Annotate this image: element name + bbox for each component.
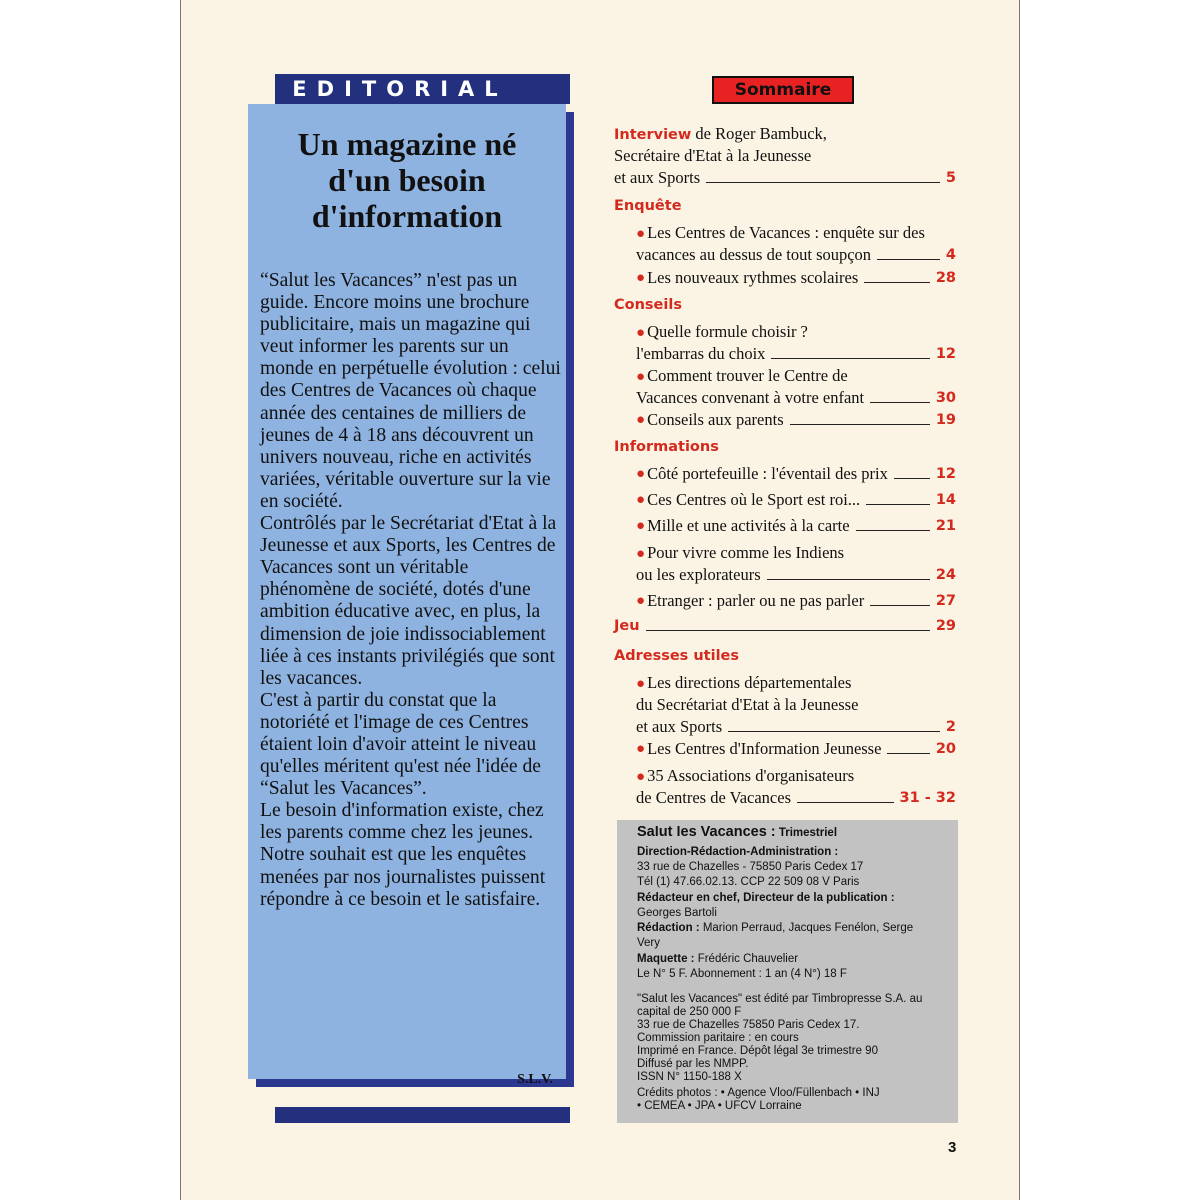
toc-conseils-item-1-end[interactable]	[636, 343, 956, 365]
toc-entry-text: Les directions départementales	[647, 673, 852, 692]
toc-leader-line	[866, 504, 930, 505]
toc-section-jeu: Jeu	[614, 618, 640, 634]
toc-section-adresses: Adresses utiles	[614, 648, 740, 664]
bullet-icon: ●	[636, 546, 646, 562]
editorial-title-line: Un magazine né	[297, 126, 517, 162]
toc-entry-text: Les Centres de Vacances : enquête sur des	[647, 223, 925, 242]
bullet-icon: ●	[636, 226, 646, 242]
toc-entry-text: 35 Associations d'organisateurs	[647, 766, 855, 785]
credits-editor-label	[637, 892, 953, 905]
credits-photos-1: Crédits photos : • Agence Vloo/Füllenbach • INJ	[637, 1087, 880, 1099]
editorial-title	[248, 126, 566, 234]
toc-leader-line	[790, 424, 930, 425]
toc-entry-text: Mille et une activités à la carte	[647, 516, 850, 535]
toc-jeu-entry[interactable]	[614, 615, 956, 637]
toc-entry-text: Conseils aux parents	[647, 410, 784, 429]
credits-imprime: Imprimé en France. Dépôt légal 3e trimestre 90	[637, 1045, 878, 1057]
bullet-icon: ●	[636, 769, 646, 785]
toc-leader-line	[856, 530, 930, 531]
editorial-signature: S.L.V.	[517, 1072, 553, 1087]
toc-informations-item-3[interactable]	[636, 515, 956, 537]
credits-names: Marion Perraud, Jacques Fenélon, Serge	[702, 922, 914, 934]
credits-label: Rédaction :	[637, 922, 700, 934]
toc-section-informations: Informations	[614, 439, 719, 455]
toc-entry-text: vacances au dessus de tout soupçon	[636, 245, 872, 264]
credits-direction	[637, 846, 953, 859]
editorial-paragraph: “Salut les Vacances” n'est pas un guide. Encore moins une brochure publicitaire, mais un magazine qui veut informer les parents sur un monde en perpétuelle évolution : celui des Centres de Vacances où chaque année des centaines de milliers de jeunes de 4 à 18 ans découvrent un univers nouveau, riche en activités variées, véritable ouverture sur la vie en société.	[260, 270, 561, 512]
toc-conseils-item-3[interactable]	[636, 409, 956, 431]
sommaire-label: Sommaire	[734, 80, 832, 100]
credits-title-line	[637, 826, 953, 840]
toc-enquete-item-1-end[interactable]	[636, 244, 956, 266]
toc-page-number: 21	[935, 518, 956, 534]
editorial-footer-bar	[275, 1107, 570, 1123]
toc-informations-item-4-end[interactable]	[636, 564, 956, 586]
toc-entry-text: Quelle formule choisir ?	[647, 322, 808, 341]
toc-leader-line	[728, 731, 940, 732]
toc-entry-text: Les Centres d'Information Jeunesse	[647, 739, 882, 758]
credits-edited-2: capital de 250 000 F	[637, 1006, 742, 1018]
toc-page-number: 14	[935, 492, 956, 508]
credits-price: Le N° 5 F. Abonnement : 1 an (4 N°) 18 F	[637, 968, 847, 980]
editorial-title-line: d'information	[311, 198, 503, 234]
toc-entry-text: et aux Sports	[636, 717, 723, 736]
editorial-label: EDITORIAL	[292, 77, 508, 101]
editorial-header-bar	[275, 74, 570, 104]
toc-informations-item-1[interactable]	[636, 463, 956, 485]
toc-adresses-item-1[interactable]	[636, 672, 956, 694]
toc-entry-text: Comment trouver le Centre de	[647, 366, 848, 385]
bullet-icon: ●	[636, 466, 646, 482]
toc-entry-text: Les nouveaux rythmes scolaires	[647, 268, 859, 287]
editorial-paragraph: Le besoin d'information existe, chez les parents comme chez les jeunes. Notre souhait est que les enquêtes menées par nos journalistes puissent répondre à ce besoin et le satisfaire.	[260, 800, 546, 910]
bullet-icon: ●	[636, 412, 646, 428]
credits-label: Maquette :	[637, 953, 695, 965]
credits-redaction-cont: Very	[637, 937, 661, 949]
toc-entry-text: l'embarras du choix	[636, 344, 766, 363]
toc-page-number: 2	[945, 719, 956, 735]
toc-page-number: 19	[935, 412, 956, 428]
toc-page-number: 12	[935, 466, 956, 482]
credits-phone: Tél (1) 47.66.02.13. CCP 22 509 08 V Paris	[637, 876, 860, 888]
credits-names: Frédéric Chauvelier	[697, 953, 799, 965]
toc-conseils-item-1[interactable]	[636, 321, 956, 343]
toc-conseils-item-2-end[interactable]	[636, 387, 956, 409]
toc-conseils-item-2[interactable]	[636, 365, 956, 387]
credits-maquette	[637, 953, 953, 966]
toc-leader-line	[706, 182, 940, 183]
credits-editor-name: Georges Bartoli	[637, 907, 717, 919]
credits-title: Salut les Vacances :	[637, 826, 776, 840]
sommaire-header	[712, 76, 854, 104]
toc-page-number: 5	[945, 170, 956, 186]
toc-adresses-item-3[interactable]	[636, 765, 956, 787]
bullet-icon: ●	[636, 325, 646, 341]
toc-page-number: 30	[935, 390, 956, 406]
credits-edited-3: 33 rue de Chazelles 75850 Paris Cedex 17.	[637, 1019, 860, 1031]
bullet-icon: ●	[636, 369, 646, 385]
toc-leader-line	[877, 259, 940, 260]
toc-page-number: 29	[935, 618, 956, 634]
toc-leader-line	[894, 478, 930, 479]
toc-adresses-item-3-end[interactable]	[636, 787, 956, 809]
bullet-icon: ●	[636, 270, 646, 286]
credits-edited-1: "Salut les Vacances" est édité par Timbropresse S.A. au	[637, 993, 923, 1005]
toc-interview-text: de Roger Bambuck,	[695, 124, 827, 143]
toc-entry-text: Ces Centres où le Sport est roi...	[647, 490, 861, 509]
credits-diffuse: Diffusé par les NMPP.	[637, 1058, 749, 1070]
toc-leader-line	[870, 605, 930, 606]
toc-entry-text: de Centres de Vacances	[636, 788, 792, 807]
toc-entry-text: Etranger : parler ou ne pas parler	[647, 591, 865, 610]
toc-page-number: 27	[935, 593, 956, 609]
bullet-icon: ●	[636, 741, 646, 757]
toc-page-number: 28	[935, 270, 956, 286]
toc-leader-line	[797, 802, 894, 803]
toc-leader-line	[767, 579, 930, 580]
credits-label: Rédacteur en chef, Directeur de la publication :	[637, 892, 895, 904]
toc-section-interview: Interview	[614, 127, 692, 143]
toc-page-number: 20	[935, 741, 956, 757]
toc-entry-text: et aux Sports	[614, 168, 701, 187]
toc-interview-entry[interactable]	[614, 167, 956, 189]
editorial-paragraph: Contrôlés par le Secrétariat d'Etat à la Jeunesse et aux Sports, les Centres de Vacances sont un véritable phénomène de société, dotés d'une ambition éducative avec, en plus, la dimension de joie indissociablement liée à ces instants privilégiés que sont les vacances.	[260, 513, 557, 689]
toc-informations-item-2[interactable]	[636, 489, 956, 511]
editorial-title-line: d'un besoin	[328, 162, 486, 198]
bullet-icon: ●	[636, 518, 646, 534]
toc-page-number: 31 - 32	[899, 790, 956, 806]
toc-adresses-item-1-end[interactable]	[636, 716, 956, 738]
toc-enquete-item-2[interactable]	[636, 267, 956, 289]
credits-photos-2: • CEMEA • JPA • UFCV Lorraine	[637, 1100, 802, 1112]
credits-issn: ISSN N° 1150-188 X	[637, 1071, 742, 1083]
toc-leader-line	[887, 753, 929, 754]
toc-page-number: 24	[935, 567, 956, 583]
toc-adresses-item-1-line-2: du Secrétariat d'Etat à la Jeunesse	[636, 695, 859, 714]
toc-entry-text: Vacances convenant à votre enfant	[636, 388, 865, 407]
toc-entry-text: Pour vivre comme les Indiens	[647, 543, 845, 562]
toc-leader-line	[864, 282, 930, 283]
bullet-icon: ●	[636, 492, 646, 508]
toc-leader-line	[771, 358, 929, 359]
toc-adresses-item-2[interactable]	[636, 738, 956, 760]
toc-entry-text: ou les explorateurs	[636, 565, 761, 584]
editorial-body	[260, 270, 562, 911]
toc-interview-line[interactable]	[614, 123, 827, 146]
credits-redaction	[637, 922, 953, 935]
credits-label: Direction-Rédaction-Administration :	[637, 846, 839, 858]
credits-frequency: Trimestriel	[778, 827, 838, 839]
toc-enquete-item-1[interactable]	[636, 222, 956, 244]
toc-section-enquete: Enquête	[614, 198, 682, 214]
toc-page-number: 12	[935, 346, 956, 362]
bullet-icon: ●	[636, 676, 646, 692]
editorial-paragraph: C'est à partir du constat que la notoriété et l'image de ces Centres étaient loin d'avoir atteint le niveau qu'elles méritent qu'est née l'idée de “Salut les Vacances”.	[260, 689, 541, 800]
toc-page-number: 4	[945, 247, 956, 263]
toc-interview-line-2: Secrétaire d'Etat à la Jeunesse	[614, 146, 812, 165]
toc-section-conseils: Conseils	[614, 297, 682, 313]
bullet-icon: ●	[636, 593, 646, 609]
toc-informations-item-4[interactable]	[636, 542, 956, 564]
toc-leader-line	[870, 402, 930, 403]
toc-leader-line	[646, 630, 930, 631]
credits-address: 33 rue de Chazelles - 75850 Paris Cedex 17	[637, 861, 864, 873]
toc-informations-item-5[interactable]	[636, 590, 956, 612]
credits-commission: Commission paritaire : en cours	[637, 1032, 799, 1044]
toc-entry-text: Côté portefeuille : l'éventail des prix	[647, 464, 888, 483]
page-number: 3	[948, 1139, 957, 1156]
